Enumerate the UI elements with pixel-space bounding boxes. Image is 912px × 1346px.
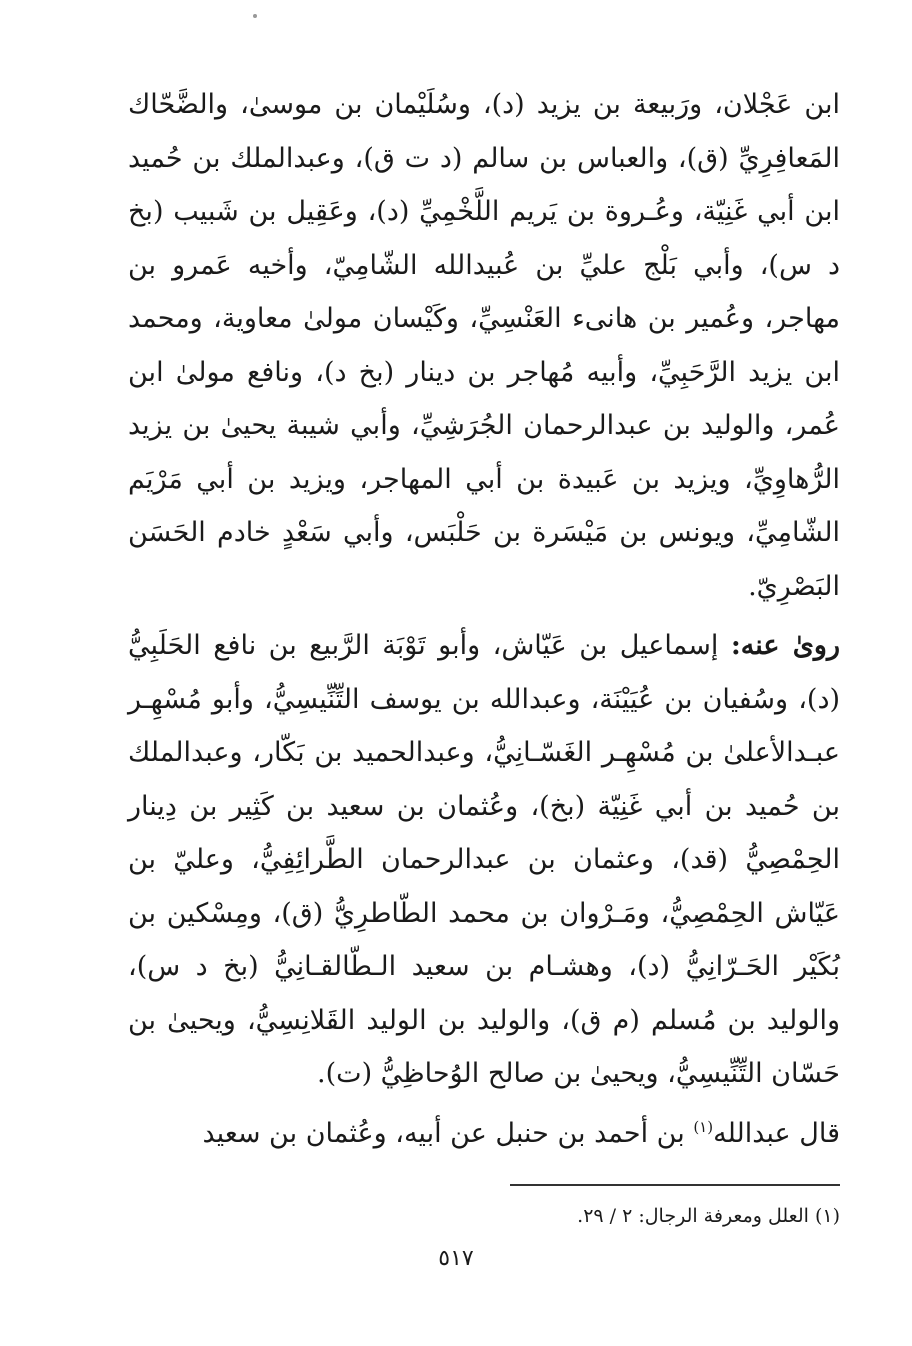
footnote-marker: (١) [693,1117,714,1136]
main-text [128,78,840,1160]
footnote: (١) العلل ومعرفة الرجال: ٢ / ٢٩. [577,1205,840,1227]
narrators-text: إسماعيل بن عَيّاش، وأبو تَوْبَة الرَّبيع بن نافع الحَلَبِيُّ (د)، وسُفيان بن عُيَيْنَة، وعبدالله بن يوسف التِّنِّيسِيُّ، وأبو مُسْهِـر عبـدالأعلىٰ بن مُسْهِـر الغَسّـانِيُّ، وعبدالحميد بن بَكّار، وعبدالملك بن حُميد بن أبي غَنِيّة (بخ)، وعُثمان بن سعيد بن كَثِير بن دِينار الحِمْصِيُّ (قد)، وعثمان بن عبدالرحمان الطَّرائِفِيُّ، وعليّ بن عَيّاش الحِمْصِيُّ، ومَـرْوان بن محمد الطّاطرِيُّ (ق)، ومِسْكين بن بُكَيْر الحَـرّانِيُّ (د)، وهشـام بن سعيد الـطّالقـانِيُّ (بخ د س)، والوليد بن مُسلم (م ق)، والوليد بن الوليد القَلانِسِيُّ، ويحيىٰ بن حَسّان التِّنِّيسِيُّ، ويحيىٰ بن صالح الوُحاظِيُّ (ت). [128,630,840,1089]
scan-speck [253,14,257,18]
page-number: ٥١٧ [438,1246,474,1271]
footnote-divider [510,1184,840,1186]
paragraph-narrators [128,619,840,1101]
paragraph-teachers: ابن عَجْلان، ورَبيعة بن يزيد (د)، وسُلَيْمان بن موسىٰ، والضَّحّاك المَعافِرِيِّ (ق)، والعباس بن سالم (د ت ق)، وعبدالملك بن حُميد ابن أبي غَنِيّة، وعُـروة بن يَريم اللَّخْمِيِّ (د)، وعَقِيل بن شَبيب (بخ د س)، وأبي بَلْج عليِّ بن عُبيدالله الشّامِيّ، وأخيه عَمرو بن مهاجر، وعُمير بن هانىء العَنْسِيِّ، وكَيْسان مولىٰ معاوية، ومحمد ابن يزيد الرَّحَبِيِّ، وأبيه مُهاجر بن دينار (بخ د)، ونافع مولىٰ ابن عُمر، والوليد بن عبدالرحمان الجُرَشِيِّ، وأبي شيبة يحيىٰ بن يزيد الرُّهاوِيِّ، ويزيد بن عَبيدة بن أبي المهاجر، ويزيد بن أبي مَرْيَم الشّامِيِّ، ويونس بن مَيْسَرة بن حَلْبَس، وأبي سَعْدٍ خادم الحَسَن البَصْرِيّ. [128,89,840,602]
narrators-label: روىٰ عنه: [730,630,840,661]
paragraph-quote [128,1107,840,1161]
quote-rest: بن أحمد بن حنبل عن أبيه، وعُثمان بن سعيد [202,1117,685,1149]
quote-start: قال عبدالله [713,1117,840,1149]
